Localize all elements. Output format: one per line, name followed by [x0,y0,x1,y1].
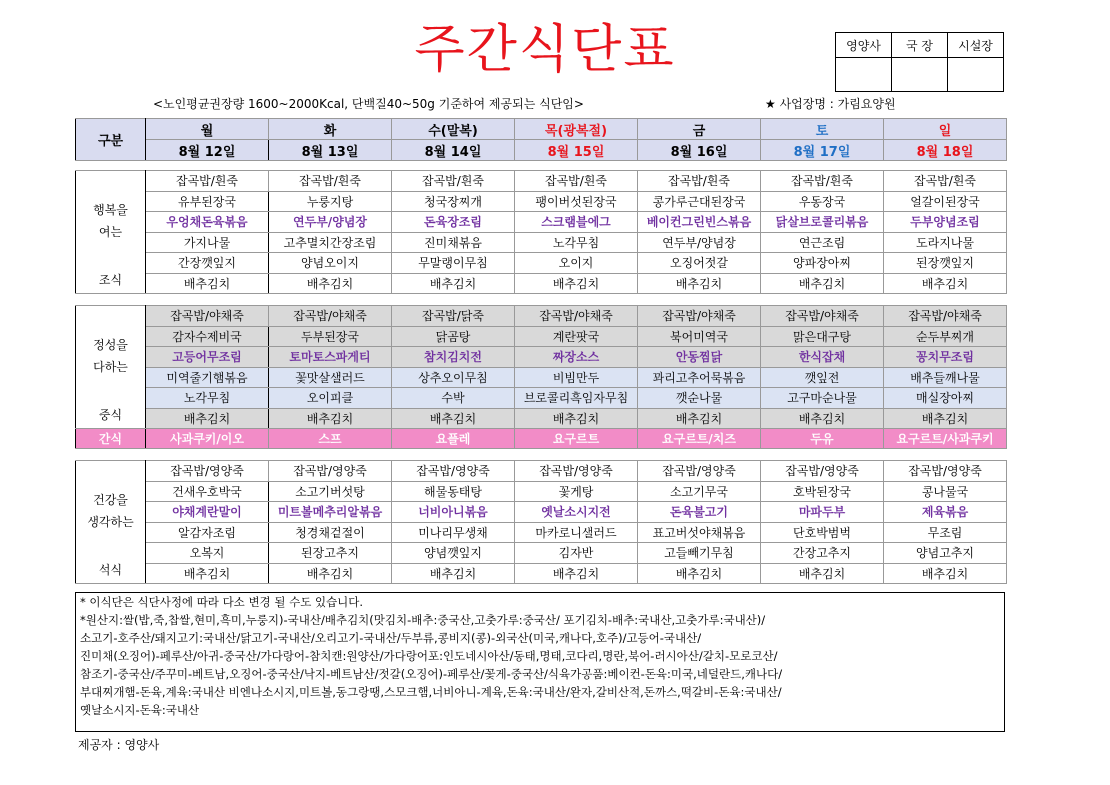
page-title: 주간식단표 [414,20,676,80]
note-line: * 이식단은 식단사정에 따라 다소 변경 될 수도 있습니다. [80,595,364,609]
menu-item: 마파두부 [761,502,884,523]
lunch-label [76,306,146,429]
subtitle: <노인평균권장량 1600~2000Kcal, 단백질40~50g 기준하여 제공되는 식단임> [153,97,584,111]
menu-item: 잡곡밥/흰죽 [761,171,884,192]
day-date: 8월 16일 [638,140,761,161]
menu-row [76,326,1007,347]
menu-row [76,347,1007,368]
menu-item: 배추김치 [761,563,884,584]
menu-item: 잡곡밥/흰죽 [146,171,269,192]
menu-item: 잡곡밥/흰죽 [515,171,638,192]
note-line: 진미채(오징어)-페루산/아귀-중국산/가다랑어-참치캔:원양산/가다랑어포:인도네시아산/동태,명태,코다리,명란,북어-러시아산/갈치-모로코산/ [80,649,778,663]
note-line: 참조기-중국산/주꾸미-베트남,오징어-중국산/낙지-베트남산/젓갈(오징어)-페루산/꽃게-중국산/식육가공품:베이컨-돈육:미국,네덜란드,캐나다/ [80,667,783,681]
menu-item: 닭살브로콜리볶음 [761,212,884,233]
menu-item: 소고기무국 [638,481,761,502]
day-date: 8월 13일 [269,140,392,161]
menu-item: 잡곡밥/흰죽 [638,171,761,192]
approval-box [835,32,1004,92]
menu-item: 배추김치 [392,563,515,584]
menu-item: 배추김치 [146,408,269,429]
dinner-label-line: 건강을 [93,493,128,507]
header-label: 구분 [76,119,146,161]
menu-item: 청국장찌개 [392,191,515,212]
menu-item: 배추김치 [638,273,761,294]
menu-item: 잡곡밥/야채죽 [515,306,638,327]
menu-item: 배추김치 [761,273,884,294]
menu-item: 간장깻잎지 [146,253,269,274]
menu-item: 북어미역국 [638,326,761,347]
menu-item: 간장고추지 [761,543,884,564]
dinner-label-line: 생각하는 [87,515,134,529]
menu-item: 유부된장국 [146,191,269,212]
menu-item: 해물동태탕 [392,481,515,502]
menu-item: 잡곡밥/영양죽 [269,461,392,482]
menu-item: 배추김치 [392,273,515,294]
menu-item: 배추김치 [884,408,1007,429]
menu-row [76,502,1007,523]
menu-item: 배추김치 [269,563,392,584]
day-name: 토 [761,119,884,140]
menu-item: 연두부/양념장 [269,212,392,233]
dinner-label [76,461,146,584]
menu-item: 잡곡밥/야채죽 [884,306,1007,327]
menu-item: 무말랭이무침 [392,253,515,274]
menu-item: 한식잡채 [761,347,884,368]
menu-item: 꽃게탕 [515,481,638,502]
dinner-meal-name: 석식 [98,563,123,577]
menu-row [76,522,1007,543]
menu-row [76,461,1007,482]
snack-label: 간식 [76,429,146,449]
menu-item: 무조림 [884,522,1007,543]
menu-row [76,543,1007,564]
menu-row [76,481,1007,502]
menu-item: 오징어젓갈 [638,253,761,274]
menu-item: 배추김치 [638,563,761,584]
menu-item: 소고기버섯탕 [269,481,392,502]
menu-item: 순두부찌개 [884,326,1007,347]
menu-item: 돈육불고기 [638,502,761,523]
menu-item: 잡곡밥/야채죽 [269,306,392,327]
day-date: 8월 18일 [884,140,1007,161]
menu-item: 잡곡밥/닭죽 [392,306,515,327]
breakfast-label [76,171,146,294]
menu-item: 배추김치 [392,408,515,429]
dinner-table [75,460,1007,584]
menu-item: 매실장아찌 [884,388,1007,409]
menu-item: 팽이버섯된장국 [515,191,638,212]
menu-row [76,171,1007,192]
menu-item: 배추김치 [146,563,269,584]
menu-item: 참치김치전 [392,347,515,368]
menu-row [76,232,1007,253]
notes-box [75,592,1005,732]
note-line: *원산지:쌀(밥,죽,찹쌀,현미,흑미,누룽지)-국내산/배추김치(맛김치-배추:중국산,고춧가루:중국산/ 포기김치-배추:국내산,고춧가루:국내산)/ [80,613,766,627]
lunch-meal-name: 중식 [98,408,123,422]
approval-signature-cell[interactable] [836,58,892,92]
menu-item: 비빔만두 [515,367,638,388]
menu-item: 김자반 [515,543,638,564]
menu-item: 제육볶음 [884,502,1007,523]
day-name: 금 [638,119,761,140]
day-name: 월 [146,119,269,140]
day-date: 8월 17일 [761,140,884,161]
menu-item: 배추김치 [146,273,269,294]
approval-header-facility-head: 시설장 [948,33,1004,58]
approval-signature-cell[interactable] [892,58,948,92]
menu-item: 꽈리고추어묵볶음 [638,367,761,388]
snack-item: 요구르트 [515,429,638,449]
menu-item: 잡곡밥/흰죽 [269,171,392,192]
menu-item: 콩가루근대된장국 [638,191,761,212]
breakfast-meal-name: 조식 [98,273,123,287]
facility-name: ★ 사업장명 : 가림요양원 [765,97,896,111]
menu-item: 호박된장국 [761,481,884,502]
menu-item: 짜장소스 [515,347,638,368]
menu-item: 얼갈이된장국 [884,191,1007,212]
lunch-label-line: 다하는 [93,360,128,374]
menu-item: 배추김치 [515,273,638,294]
menu-item: 잡곡밥/야채죽 [761,306,884,327]
menu-row [76,388,1007,409]
menu-item: 청경채겉절이 [269,522,392,543]
menu-item: 잡곡밥/흰죽 [884,171,1007,192]
menu-item: 연두부/양념장 [638,232,761,253]
menu-item: 우엉채돈육볶음 [146,212,269,233]
menu-item: 감자수제비국 [146,326,269,347]
note-line: 옛날소시지-돈육:국내산 [80,703,200,717]
menu-item: 오복지 [146,543,269,564]
day-date: 8월 12일 [146,140,269,161]
menu-item: 잡곡밥/야채죽 [146,306,269,327]
note-line: 부대찌개햄-돈육,계육:국내산 비엔나소시지,미트볼,동그랑땡,스모크햄,너비아니-계육,돈육:국내산/완자,갈비산적,돈까스,떡갈비-돈육:국내산/ [80,685,782,699]
menu-item: 고등어무조림 [146,347,269,368]
menu-row [76,212,1007,233]
menu-row [76,408,1007,429]
menu-item: 수박 [392,388,515,409]
menu-item: 배추김치 [884,563,1007,584]
menu-item: 진미채볶음 [392,232,515,253]
menu-item: 꽁치무조림 [884,347,1007,368]
menu-item: 잡곡밥/흰죽 [392,171,515,192]
menu-item: 알감자조림 [146,522,269,543]
day-header-table [75,118,1007,161]
snack-item: 스프 [269,429,392,449]
menu-item: 너비아니볶음 [392,502,515,523]
menu-item: 단호박범벅 [761,522,884,543]
menu-item: 고구마순나물 [761,388,884,409]
menu-item: 도라지나물 [884,232,1007,253]
menu-item: 잡곡밥/영양죽 [761,461,884,482]
lunch-label-line: 정성을 [93,338,128,352]
menu-row [76,563,1007,584]
approval-header-dietitian: 영양사 [836,33,892,58]
menu-item: 깻잎전 [761,367,884,388]
day-name: 목(광복절) [515,119,638,140]
note-line: 소고기-호주산/돼지고기:국내산/닭고기-국내산/오리고기-국내산/두부류,콩비지(콩)-외국산(미국,캐나다,호주)/고등어-국내산/ [80,631,702,645]
menu-item: 미역줄기햄볶음 [146,367,269,388]
menu-item: 잡곡밥/영양죽 [392,461,515,482]
menu-item: 돈육장조림 [392,212,515,233]
menu-item: 닭곰탕 [392,326,515,347]
breakfast-label-line: 행복을 [93,203,128,217]
menu-item: 마카로니샐러드 [515,522,638,543]
menu-item: 배추김치 [269,408,392,429]
menu-row [76,191,1007,212]
menu-item: 배추들깨나물 [884,367,1007,388]
menu-item: 오이피클 [269,388,392,409]
menu-item: 베이컨그린빈스볶음 [638,212,761,233]
day-date: 8월 14일 [392,140,515,161]
menu-item: 배추김치 [884,273,1007,294]
menu-item: 고들빼기무침 [638,543,761,564]
menu-item: 잡곡밥/영양죽 [515,461,638,482]
menu-item: 야채계란말이 [146,502,269,523]
menu-item: 상추오이무침 [392,367,515,388]
approval-header-director: 국 장 [892,33,948,58]
breakfast-label-line: 여는 [98,225,123,239]
menu-item: 스크램블에그 [515,212,638,233]
menu-row [76,367,1007,388]
menu-item: 잡곡밥/영양죽 [146,461,269,482]
menu-item: 배추김치 [638,408,761,429]
menu-item: 꽃맛살샐러드 [269,367,392,388]
supplier: 제공자 : 영양사 [78,738,160,752]
lunch-table [75,305,1007,449]
menu-item: 미나리무생채 [392,522,515,543]
snack-item: 사과쿠키/이오 [146,429,269,449]
menu-item: 두부양념조림 [884,212,1007,233]
menu-item: 노각무침 [515,232,638,253]
menu-item: 콩나물국 [884,481,1007,502]
menu-item: 브로콜리흑임자무침 [515,388,638,409]
menu-item: 양념오이지 [269,253,392,274]
menu-item: 미트볼메추리알볶음 [269,502,392,523]
menu-item: 배추김치 [515,563,638,584]
menu-item: 배추김치 [515,408,638,429]
menu-item: 양파장아찌 [761,253,884,274]
menu-item: 잡곡밥/야채죽 [638,306,761,327]
menu-item: 옛날소시지전 [515,502,638,523]
menu-item: 배추김치 [269,273,392,294]
menu-item: 표고버섯야채볶음 [638,522,761,543]
snack-item: 두유 [761,429,884,449]
menu-item: 계란팟국 [515,326,638,347]
menu-item: 노각무침 [146,388,269,409]
approval-signature-cell[interactable] [948,58,1004,92]
menu-item: 가지나물 [146,232,269,253]
breakfast-table [75,170,1007,294]
day-name: 수(말복) [392,119,515,140]
menu-item: 된장고추지 [269,543,392,564]
menu-item: 양념고추지 [884,543,1007,564]
menu-item: 누룽지탕 [269,191,392,212]
menu-item: 잡곡밥/영양죽 [884,461,1007,482]
menu-item: 양념깻잎지 [392,543,515,564]
snack-item: 요플레 [392,429,515,449]
menu-row [76,253,1007,274]
snack-item: 요구르트/치즈 [638,429,761,449]
menu-item: 고추멸치간장조림 [269,232,392,253]
day-name: 화 [269,119,392,140]
menu-item: 우동장국 [761,191,884,212]
menu-item: 건새우호박국 [146,481,269,502]
menu-item: 두부된장국 [269,326,392,347]
day-name: 일 [884,119,1007,140]
menu-item: 맑은대구탕 [761,326,884,347]
menu-item: 잡곡밥/영양죽 [638,461,761,482]
day-date: 8월 15일 [515,140,638,161]
menu-row [76,273,1007,294]
snack-row [76,429,1007,449]
menu-item: 된장깻잎지 [884,253,1007,274]
menu-item: 깻순나물 [638,388,761,409]
menu-item: 오이지 [515,253,638,274]
menu-item: 토마토스파게티 [269,347,392,368]
snack-item: 요구르트/사과쿠키 [884,429,1007,449]
menu-item: 연근조림 [761,232,884,253]
menu-item: 배추김치 [761,408,884,429]
menu-item: 안동찜닭 [638,347,761,368]
menu-row [76,306,1007,327]
